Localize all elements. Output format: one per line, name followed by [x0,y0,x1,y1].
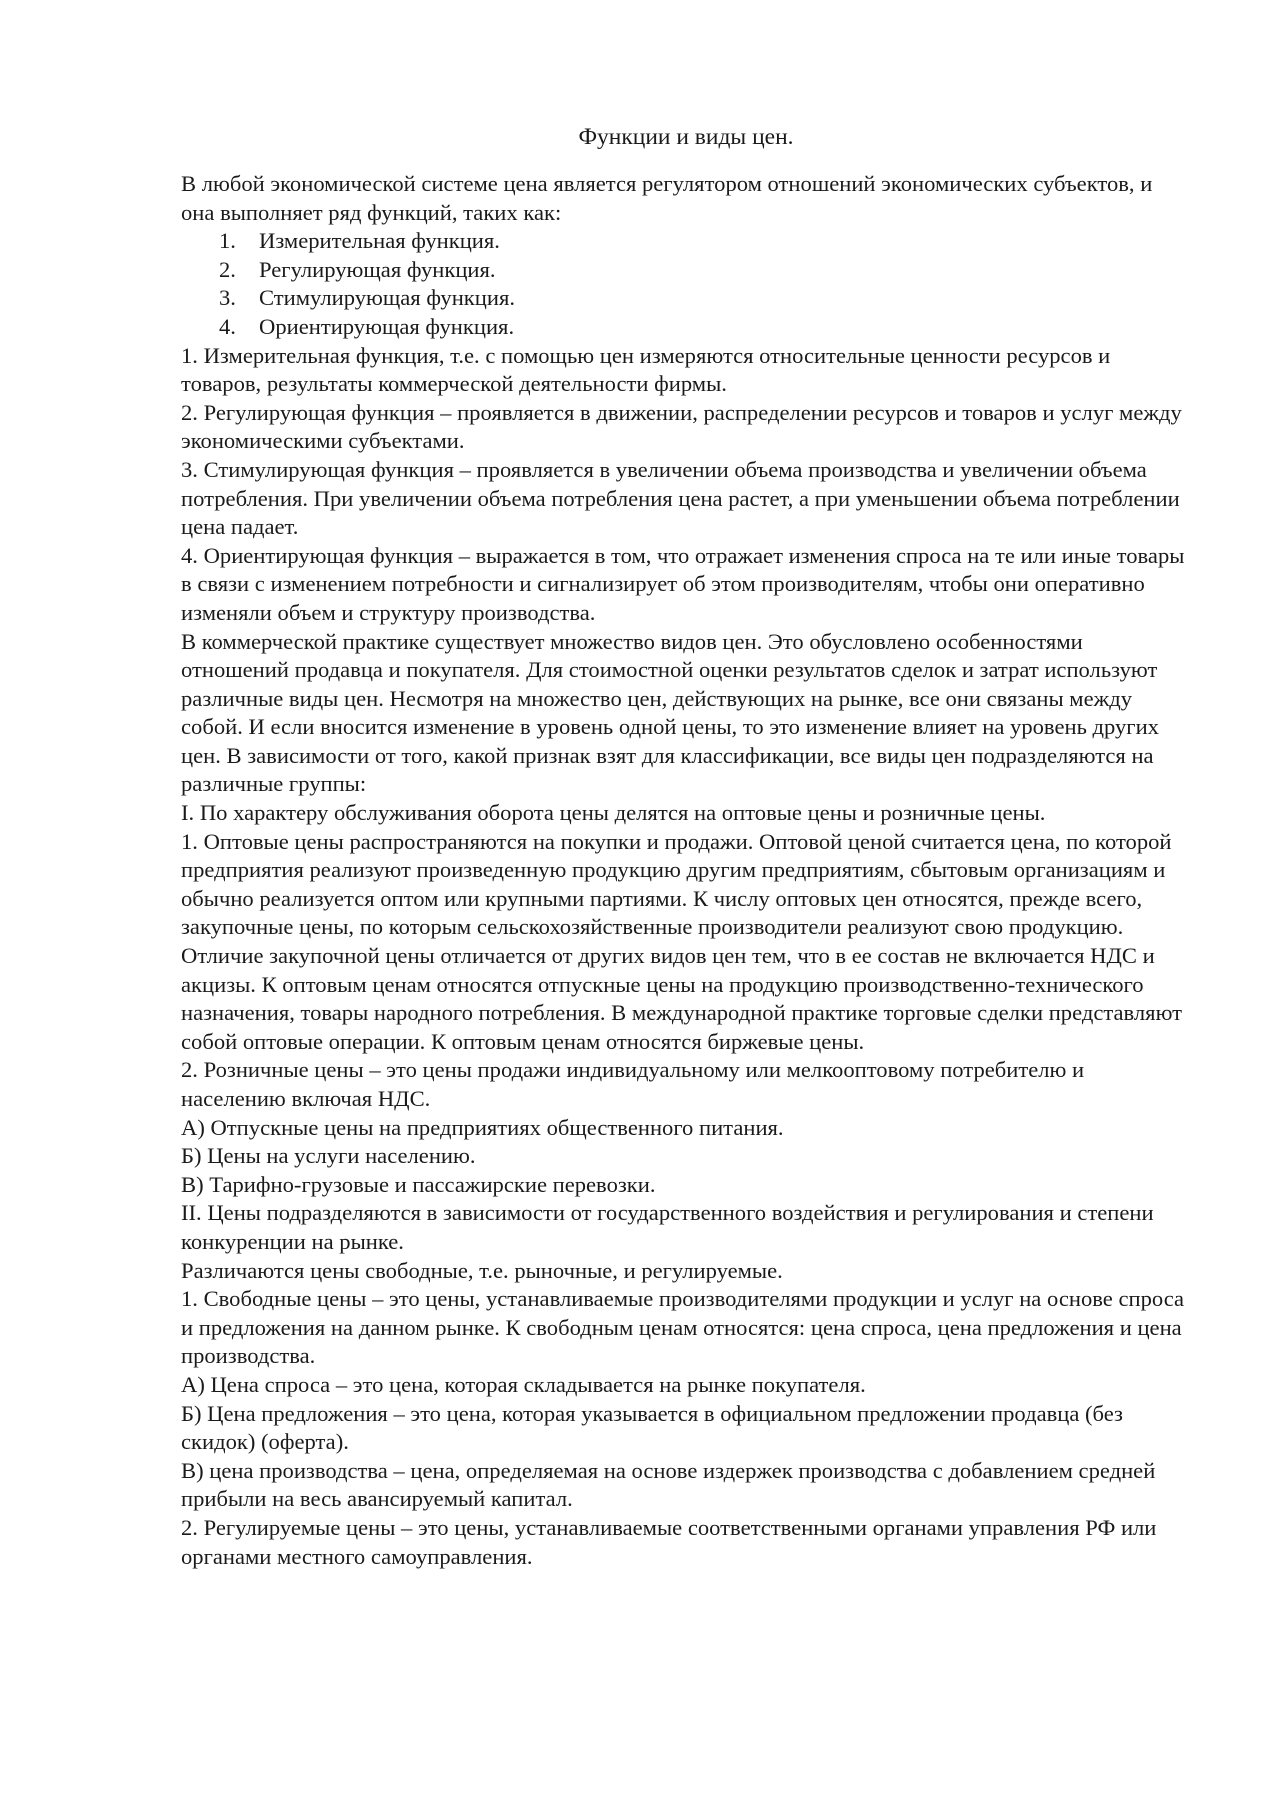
paragraph-transport-tariffs: В) Тарифно-грузовые и пассажирские перевозки. [181,1171,656,1197]
paragraph-regulated-prices: 2. Регулируемые цены – это цены, устанавливаемые соответственными органами управления РФ или органами местного самоуправления. [181,1514,1157,1569]
paragraph-retail-prices: 2. Розничные цены – это цены продажи индивидуальному или мелкооптовому потребителю и населению включая НДС. [181,1057,1085,1111]
paragraph-free-prices: 1. Свободные цены – это цены, устанавливаемые производителями продукции и услуг на основе спроса и предложения на данном рынке. К свободным ценам относятся: цена спроса, цена предложения и цена производства. [181,1286,1185,1369]
paragraph-regulating-function: 2. Регулирующая функция – проявляется в движении, распределении ресурсов и товаров и услуг между экономическими субъектами. [181,399,1182,454]
paragraph-free-and-regulated: Различаются цены свободные, т.е. рыночные, и регулируемые. [181,1257,783,1283]
paragraph-demand-price: А) Цена спроса – это цена, которая складывается на рынке покупателя. [181,1371,866,1397]
paragraph-price-types-intro: В коммерческой практике существует множество видов цен. Это обусловлено особенностями отношений продавца и покупателя. Для стоимостной оценки результатов сделок и затрат используют различные виды цен. Несмотря на множество цен, действующих на рынке, все они связаны между собой. И если вносится изменение в уровень одной цены, то это изменение влияет на уровень других цен. В зависимости от того, какой признак взят для классификации, все виды цен подразделяются на различные группы: [181,628,1159,797]
paragraph-wholesale-prices: 1. Оптовые цены распространяются на покупки и продажи. Оптовой ценой считается цена, по которой предприятия реализуют произведенную продукцию другим предприятиям, сбытовым организациям и обычно реализуется оптом или крупными партиями. К числу оптовых цен относятся, прежде всего, закупочные цены, по которым сельскохозяйственные производители реализуют свою продукцию. Отличие закупочной цены отличается от других видов цен тем, что в ее состав не включается НДС и акцизы. К оптовым ценам относятся отпускные цены на продукцию производственно-технического назначения, товары народного потребления. В международной практике торговые сделки представляют собой оптовые операции. К оптовым ценам относятся биржевые цены. [181,828,1183,1054]
list-item [181,284,1191,313]
list-item-text: Измерительная функция. [259,228,500,254]
intro-paragraph: В любой экономической системе цена является регулятором отношений экономических субъектов, и она выполняет ряд функций, таких как: [181,171,1153,225]
list-item-text: Регулирующая функция. [259,256,496,282]
list-item-text: Стимулирующая функция. [259,285,516,311]
paragraph-section-one: I. По характеру обслуживания оборота цены делятся на оптовые цены и розничные цены. [181,800,1046,826]
paragraph-stimulating-function: 3. Стимулирующая функция – проявляется в увеличении объема производства и увеличении объема потребления. При увеличении объема потребления цена растет, а при уменьшении объема потреблении цена падает. [181,456,1180,540]
paragraph-orienting-function: 4. Ориентирующая функция – выражается в том, что отражает изменения спроса на те или иные товары в связи с изменением потребности и сигнализирует об этом производителям, чтобы они оперативно изменяли объем и структуру производства. [181,542,1185,625]
paragraph-service-prices: Б) Цены на услуги населению. [181,1143,476,1169]
list-item-number: 2. [219,256,236,282]
paragraph-offer-price: Б) Цена предложения – это цена, которая указывается в официальном предложении продавца (без скидок) (оферта). [181,1400,1123,1455]
list-item [181,256,1191,285]
document-title: Функции и виды цен. [578,124,794,150]
list-item [181,313,1191,342]
document-body [181,122,1191,1571]
list-item-number: 3. [219,285,236,311]
list-item-number: 1. [219,228,236,254]
paragraph-production-price: В) цена производства – цена, определяемая на основе издержек производства с добавлением средней прибыли на весь авансируемый капитал. [181,1457,1156,1512]
list-item-text: Ориентирующая функция. [259,313,515,339]
paragraph-catering-prices: А) Отпускные цены на предприятиях общественного питания. [181,1114,784,1140]
list-item-number: 4. [219,313,236,339]
paragraph-measuring-function: 1. Измерительная функция, т.е. с помощью цен измеряются относительные ценности ресурсов и товаров, результаты коммерческой деятельности фирмы. [181,342,1111,397]
functions-list [181,227,1191,341]
list-item [181,227,1191,256]
paragraph-section-two: II. Цены подразделяются в зависимости от государственного воздействия и регулирования и степени конкуренции на рынке. [181,1200,1154,1254]
